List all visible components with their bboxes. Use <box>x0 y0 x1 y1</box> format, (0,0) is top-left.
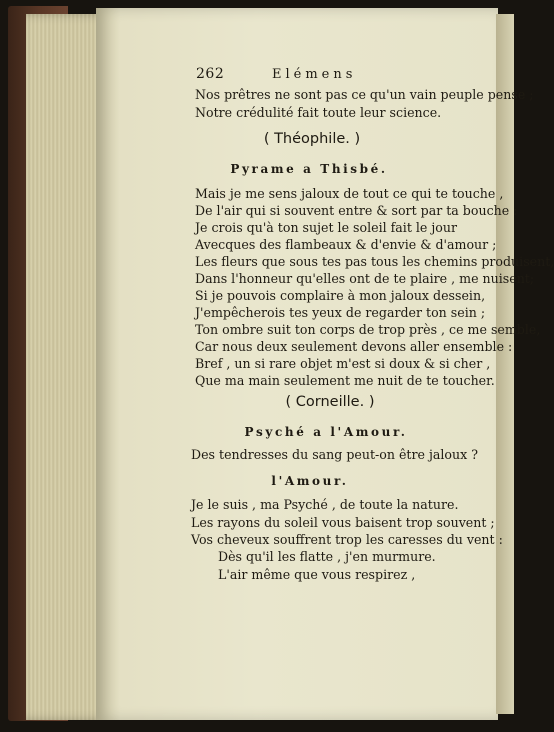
intro-line: Notre crédulité fait toute leur science. <box>195 105 442 120</box>
psyche-line: Des tendresses du sang peut-on être jaloux ? <box>191 447 478 462</box>
poem-line: Si je pouvois complaire à mon jaloux dessein, <box>195 288 486 303</box>
intro-line: Nos prêtres ne sont pas ce qu'un vain peuple pense ; <box>195 87 534 102</box>
attribution-corneille: ( Corneille. ) <box>285 394 375 410</box>
poem-line: Dans l'honneur qu'elles ont de te plaire , me nuisent; <box>195 271 535 286</box>
poem-line: Les rayons du soleil vous baisent trop souvent ; <box>191 515 495 530</box>
running-head: Elémens <box>272 67 357 82</box>
poem-line: Les fleurs que sous tes pas tous les chemins produisent, <box>195 254 554 269</box>
attribution-theophile: ( Théophile. ) <box>263 131 361 147</box>
poem-line: Je crois qu'à ton sujet le soleil fait le jour <box>195 220 457 235</box>
poem-line-indented: L'air même que vous respirez , <box>218 567 416 582</box>
poem-line: J'empêcherois tes yeux de regarder ton sein ; <box>195 305 486 320</box>
poem-line: Que ma main seulement me nuit de te toucher. <box>195 373 495 388</box>
page-number: 262 <box>196 66 225 82</box>
heading-psyche: Psyché a l'Amour. <box>244 425 408 439</box>
poem-line: Avecques des flambeaux & d'envie & d'amour ; <box>195 237 497 252</box>
poem-line: Vos cheveux souffrent trop les caresses du vent : <box>191 532 503 547</box>
poem-line: Mais je me sens jaloux de tout ce qui te touche , <box>195 186 504 201</box>
poem-line: Ton ombre suit ton corps de trop près , ce me semble, <box>195 322 541 337</box>
poem-line-indented: Dès qu'il les flatte , j'en murmure. <box>218 549 436 564</box>
poem-line: Je le suis , ma Psyché , de toute la nature. <box>191 497 459 512</box>
poem-line: De l'air qui si souvent entre & sort par ta bouche : <box>195 203 518 218</box>
poem-line: Bref , un si rare objet m'est si doux & si cher , <box>195 356 491 371</box>
poem-line: Car nous deux seulement devons aller ensemble : <box>195 339 513 354</box>
heading-amour: l'Amour. <box>271 474 349 488</box>
heading-pyrame: Pyrame a Thisbé. <box>230 162 388 176</box>
